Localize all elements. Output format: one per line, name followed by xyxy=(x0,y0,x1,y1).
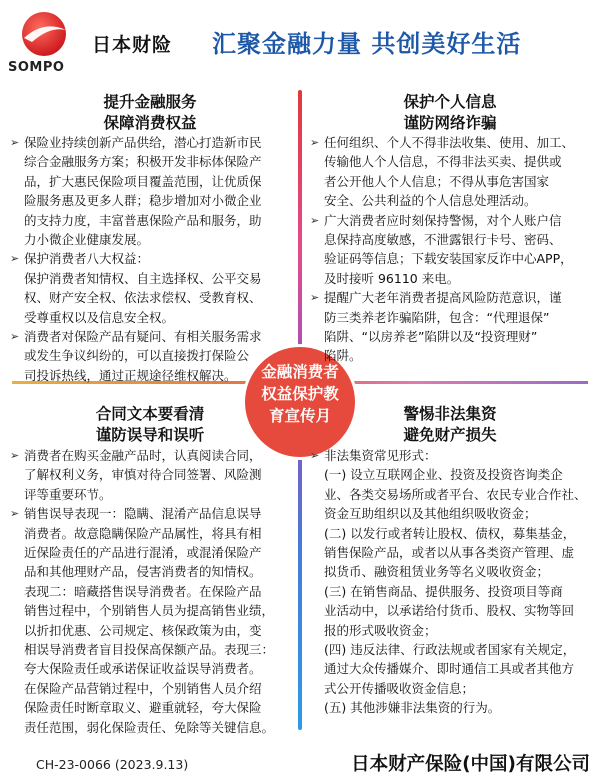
q4-line-text: 业、各类交易场所或者平台、农民专业合作社、 xyxy=(324,486,587,502)
q1-line xyxy=(10,327,294,346)
q2-body xyxy=(310,133,594,366)
q4-title-line: 警惕非法集资 xyxy=(403,405,497,423)
q2-line xyxy=(310,269,594,288)
q2-line xyxy=(310,172,594,191)
q4-line xyxy=(310,485,594,504)
q4-line-text: 报的形式吸收资金； xyxy=(324,622,437,638)
document-code: CH-23-0066 (2023.9.13) xyxy=(36,757,189,772)
q3-line xyxy=(10,465,294,484)
q1-line-text: 品，扩大惠民保险项目覆盖范围，让优质保 xyxy=(24,173,262,189)
q4-line xyxy=(310,679,594,698)
q3-title-line: 合同文本要看清 xyxy=(95,405,205,423)
q4-line xyxy=(310,621,594,640)
q4-body xyxy=(310,446,594,718)
q2-line xyxy=(310,249,594,268)
q4-line xyxy=(310,698,594,717)
q4-line xyxy=(310,582,594,601)
q3-body xyxy=(10,446,294,737)
q3-line xyxy=(10,504,294,523)
q2-line xyxy=(310,152,594,171)
q1-line xyxy=(10,346,294,365)
q1-title-line: 提升金融服务 xyxy=(103,93,197,111)
q1-line-text: 权、财产安全权、依法求偿权、受教育权、 xyxy=(24,290,262,306)
q4-line-text: 式公开传播吸收资金信息； xyxy=(324,680,475,696)
q3-line-text: 保险责任时断章取义、避重就轻，夸大保险 xyxy=(24,700,262,716)
q1-line-text: 综合金融服务方案；积极开发非标体保险产 xyxy=(24,154,262,170)
q2-line-text: 息保持高度敏感，不泄露银行卡号、密码、 xyxy=(324,232,562,248)
q2-line-text: 陷阱、“以房养老”陷阱以及“投资理财” xyxy=(324,329,538,345)
q3-line-text: 品和其他理财产品，侵害消费者的知情权。 xyxy=(24,564,262,580)
q3-line-text: 销售过程中，个别销售人员为提高销售业绩， xyxy=(24,603,275,619)
q3-line-text: 在保险产品营销过程中，个别销售人员介绍 xyxy=(24,680,262,696)
q3-line-text: 消费者。故意隐瞒保险产品属性，将具有相 xyxy=(24,525,262,541)
q1-line xyxy=(10,308,294,327)
center-line: 金融消费者 xyxy=(261,363,339,381)
q4-line-text: (一) 设立互联网企业、投资及投资咨询类企 xyxy=(324,467,563,483)
q3-line xyxy=(10,679,294,698)
q1-line xyxy=(10,366,294,385)
q3-title xyxy=(60,404,240,446)
q3-line-text: 相误导消费者盲目投保高保额产品。表现三： xyxy=(24,642,275,658)
q3-line xyxy=(10,640,294,659)
q1-line-text: 保险业持续创新产品供给，潜心打造新市民 xyxy=(24,135,262,150)
q1-line-text: 消费者对保险产品有疑问、有相关服务需求 xyxy=(24,329,262,345)
q4-line-text: (三) 在销售商品、提供服务、投资项目等商 xyxy=(324,583,563,599)
q4-line-text: (五) 其他涉嫌非法集资的行为。 xyxy=(324,700,501,716)
q3-line xyxy=(10,582,294,601)
q3-line xyxy=(10,659,294,678)
q2-line-text: 验证码等信息；下载安装国家反诈中心APP， xyxy=(324,251,573,267)
q2-line-text: 防三类养老诈骗陷阱，包含：“代理退保” xyxy=(324,309,550,325)
arrow-bullet-icon: ➢ xyxy=(310,136,320,149)
arrow-bullet-icon: ➢ xyxy=(10,330,20,344)
q1-line-text: 保护消费者知情权、自主选择权、公平交易 xyxy=(24,270,262,286)
q1-line xyxy=(10,269,294,288)
q4-title-line: 避免财产损失 xyxy=(403,426,497,444)
q3-line-text: 以折扣优惠、公司规定、核保政策为由，变 xyxy=(24,622,262,638)
q3-line-text: 责任范围，弱化保险责任、免除等关键信息。 xyxy=(24,719,275,735)
header xyxy=(0,0,600,80)
q2-title-line: 谨防网络诈骗 xyxy=(403,114,497,132)
q1-line-text: 力小微企业健康发展。 xyxy=(24,232,150,248)
q4-line xyxy=(310,465,594,484)
q1-line xyxy=(10,230,294,249)
arrow-bullet-icon: ➢ xyxy=(310,213,320,227)
q2-line-text: 广大消费者应时刻保持警惕，对个人账户信 xyxy=(324,212,562,228)
q1-line-text: 险服务惠及更多人群；稳步增加对小微企业 xyxy=(24,193,262,209)
company-name: 日本财产保险(中国)有限公司 xyxy=(351,754,590,775)
q4-line-text: 销售保险产品，或者以从事各类资产管理、虚 xyxy=(324,545,575,561)
q2-line-text: 陷阱。 xyxy=(324,348,362,364)
q3-line xyxy=(10,446,294,465)
q4-line xyxy=(310,504,594,523)
q1-line xyxy=(10,172,294,191)
q1-body xyxy=(10,133,294,385)
q1-line-text: 保护消费者八大权益： xyxy=(24,251,150,267)
q4-line-text: 业活动中，以承诺给付货币、股权、实物等回 xyxy=(324,603,575,619)
q3-line xyxy=(10,601,294,620)
arrow-bullet-icon: ➢ xyxy=(10,136,20,149)
q1-line xyxy=(10,211,294,230)
q4-line xyxy=(310,659,594,678)
q2-line xyxy=(310,346,594,365)
q1-line-text: 的支持力度，丰富普惠保险产品和服务，助 xyxy=(24,212,262,228)
arrow-bullet-icon: ➢ xyxy=(310,449,320,462)
q1-line-text: 受尊重权以及信息安全权。 xyxy=(24,309,175,325)
q3-line xyxy=(10,524,294,543)
q3-line-text: 夸大保险责任或承诺保证收益误导消费者。 xyxy=(24,661,262,677)
q3-line xyxy=(10,543,294,562)
q4-line xyxy=(310,601,594,620)
q4-line-text: 非法集资常见形式： xyxy=(324,448,437,463)
q2-line-text: 提醒广大老年消费者提高风险防范意识，谨 xyxy=(324,290,562,306)
arrow-bullet-icon: ➢ xyxy=(10,252,20,266)
q2-line xyxy=(310,230,594,249)
q2-line-text: 任何组织、个人不得非法收集、使用、加工、 xyxy=(324,135,575,150)
q1-line xyxy=(10,133,294,152)
q3-line xyxy=(10,485,294,504)
q2-line xyxy=(310,327,594,346)
q4-line xyxy=(310,446,594,465)
q4-line-text: (二) 以发行或者转让股权、债权，募集基金， xyxy=(324,525,576,541)
brand-name-en: SOMPO xyxy=(8,60,65,75)
q2-title-line: 保护个人信息 xyxy=(403,93,497,111)
q3-line xyxy=(10,562,294,581)
q3-line-text: 近保险责任的产品进行混淆，或混淆保险产 xyxy=(24,545,262,561)
center-line: 育宣传月 xyxy=(268,407,331,425)
q3-line-text: 了解权利义务，审慎对待合同签署、风险测 xyxy=(24,467,262,483)
q1-title xyxy=(60,92,240,134)
q3-line-text: 表现二：暗藏搭售误导消费者。在保险产品 xyxy=(24,583,262,599)
q3-line xyxy=(10,698,294,717)
q4-line xyxy=(310,562,594,581)
q4-line xyxy=(310,640,594,659)
q2-line xyxy=(310,133,594,152)
q1-title-line: 保障消费权益 xyxy=(103,114,197,132)
q4-line-text: 通过大众传播媒介、即时通信工具或者其他方 xyxy=(324,661,575,677)
q4-line xyxy=(310,524,594,543)
q3-line-text: 评等重要环节。 xyxy=(24,486,112,502)
q2-line xyxy=(310,211,594,230)
q4-title xyxy=(360,404,540,446)
q2-line xyxy=(310,308,594,327)
q2-line xyxy=(310,288,594,307)
q1-line xyxy=(10,191,294,210)
slogan: 汇聚金融力量 共创美好生活 xyxy=(212,30,522,58)
center-line: 权益保护教 xyxy=(261,385,339,403)
q4-line-text: 拟货币、融资租赁业务等名义吸收资金； xyxy=(324,564,550,580)
q3-title-line: 谨防误导和误听 xyxy=(95,426,205,444)
q1-line xyxy=(10,249,294,268)
q2-line-text: 及时接听 96110 来电。 xyxy=(324,270,460,286)
arrow-bullet-icon: ➢ xyxy=(10,507,20,521)
q1-line-text: 司投诉热线，通过正规途径维权解决。 xyxy=(24,367,237,383)
q4-line-text: (四) 违反法律、行政法规或者国家有关规定， xyxy=(324,642,576,658)
q2-title xyxy=(360,92,540,134)
q4-line-text: 资金互助组织以及其他组织吸收资金； xyxy=(324,506,537,522)
q2-line-text: 者公开他人个人信息；不得从事危害国家 xyxy=(324,173,550,189)
q1-line-text: 或发生争议纠纷的，可以直接拨打保险公 xyxy=(24,348,250,364)
q4-line xyxy=(310,543,594,562)
q2-line-text: 安全、公共利益的个人信息处理活动。 xyxy=(324,193,537,209)
q1-line xyxy=(10,152,294,171)
q3-line xyxy=(10,718,294,737)
arrow-bullet-icon: ➢ xyxy=(310,291,320,305)
arrow-bullet-icon: ➢ xyxy=(10,449,20,462)
q2-line xyxy=(310,191,594,210)
brand-name-cn: 日本财险 xyxy=(92,34,173,56)
q1-line xyxy=(10,288,294,307)
q3-line xyxy=(10,621,294,640)
q2-line-text: 传输他人个人信息，不得非法买卖、提供或 xyxy=(324,154,562,170)
q3-line-text: 销售误导表现一：隐瞒、混淆产品信息误导 xyxy=(24,506,262,522)
q3-line-text: 消费者在购买金融产品时，认真阅读合同， xyxy=(24,448,262,463)
